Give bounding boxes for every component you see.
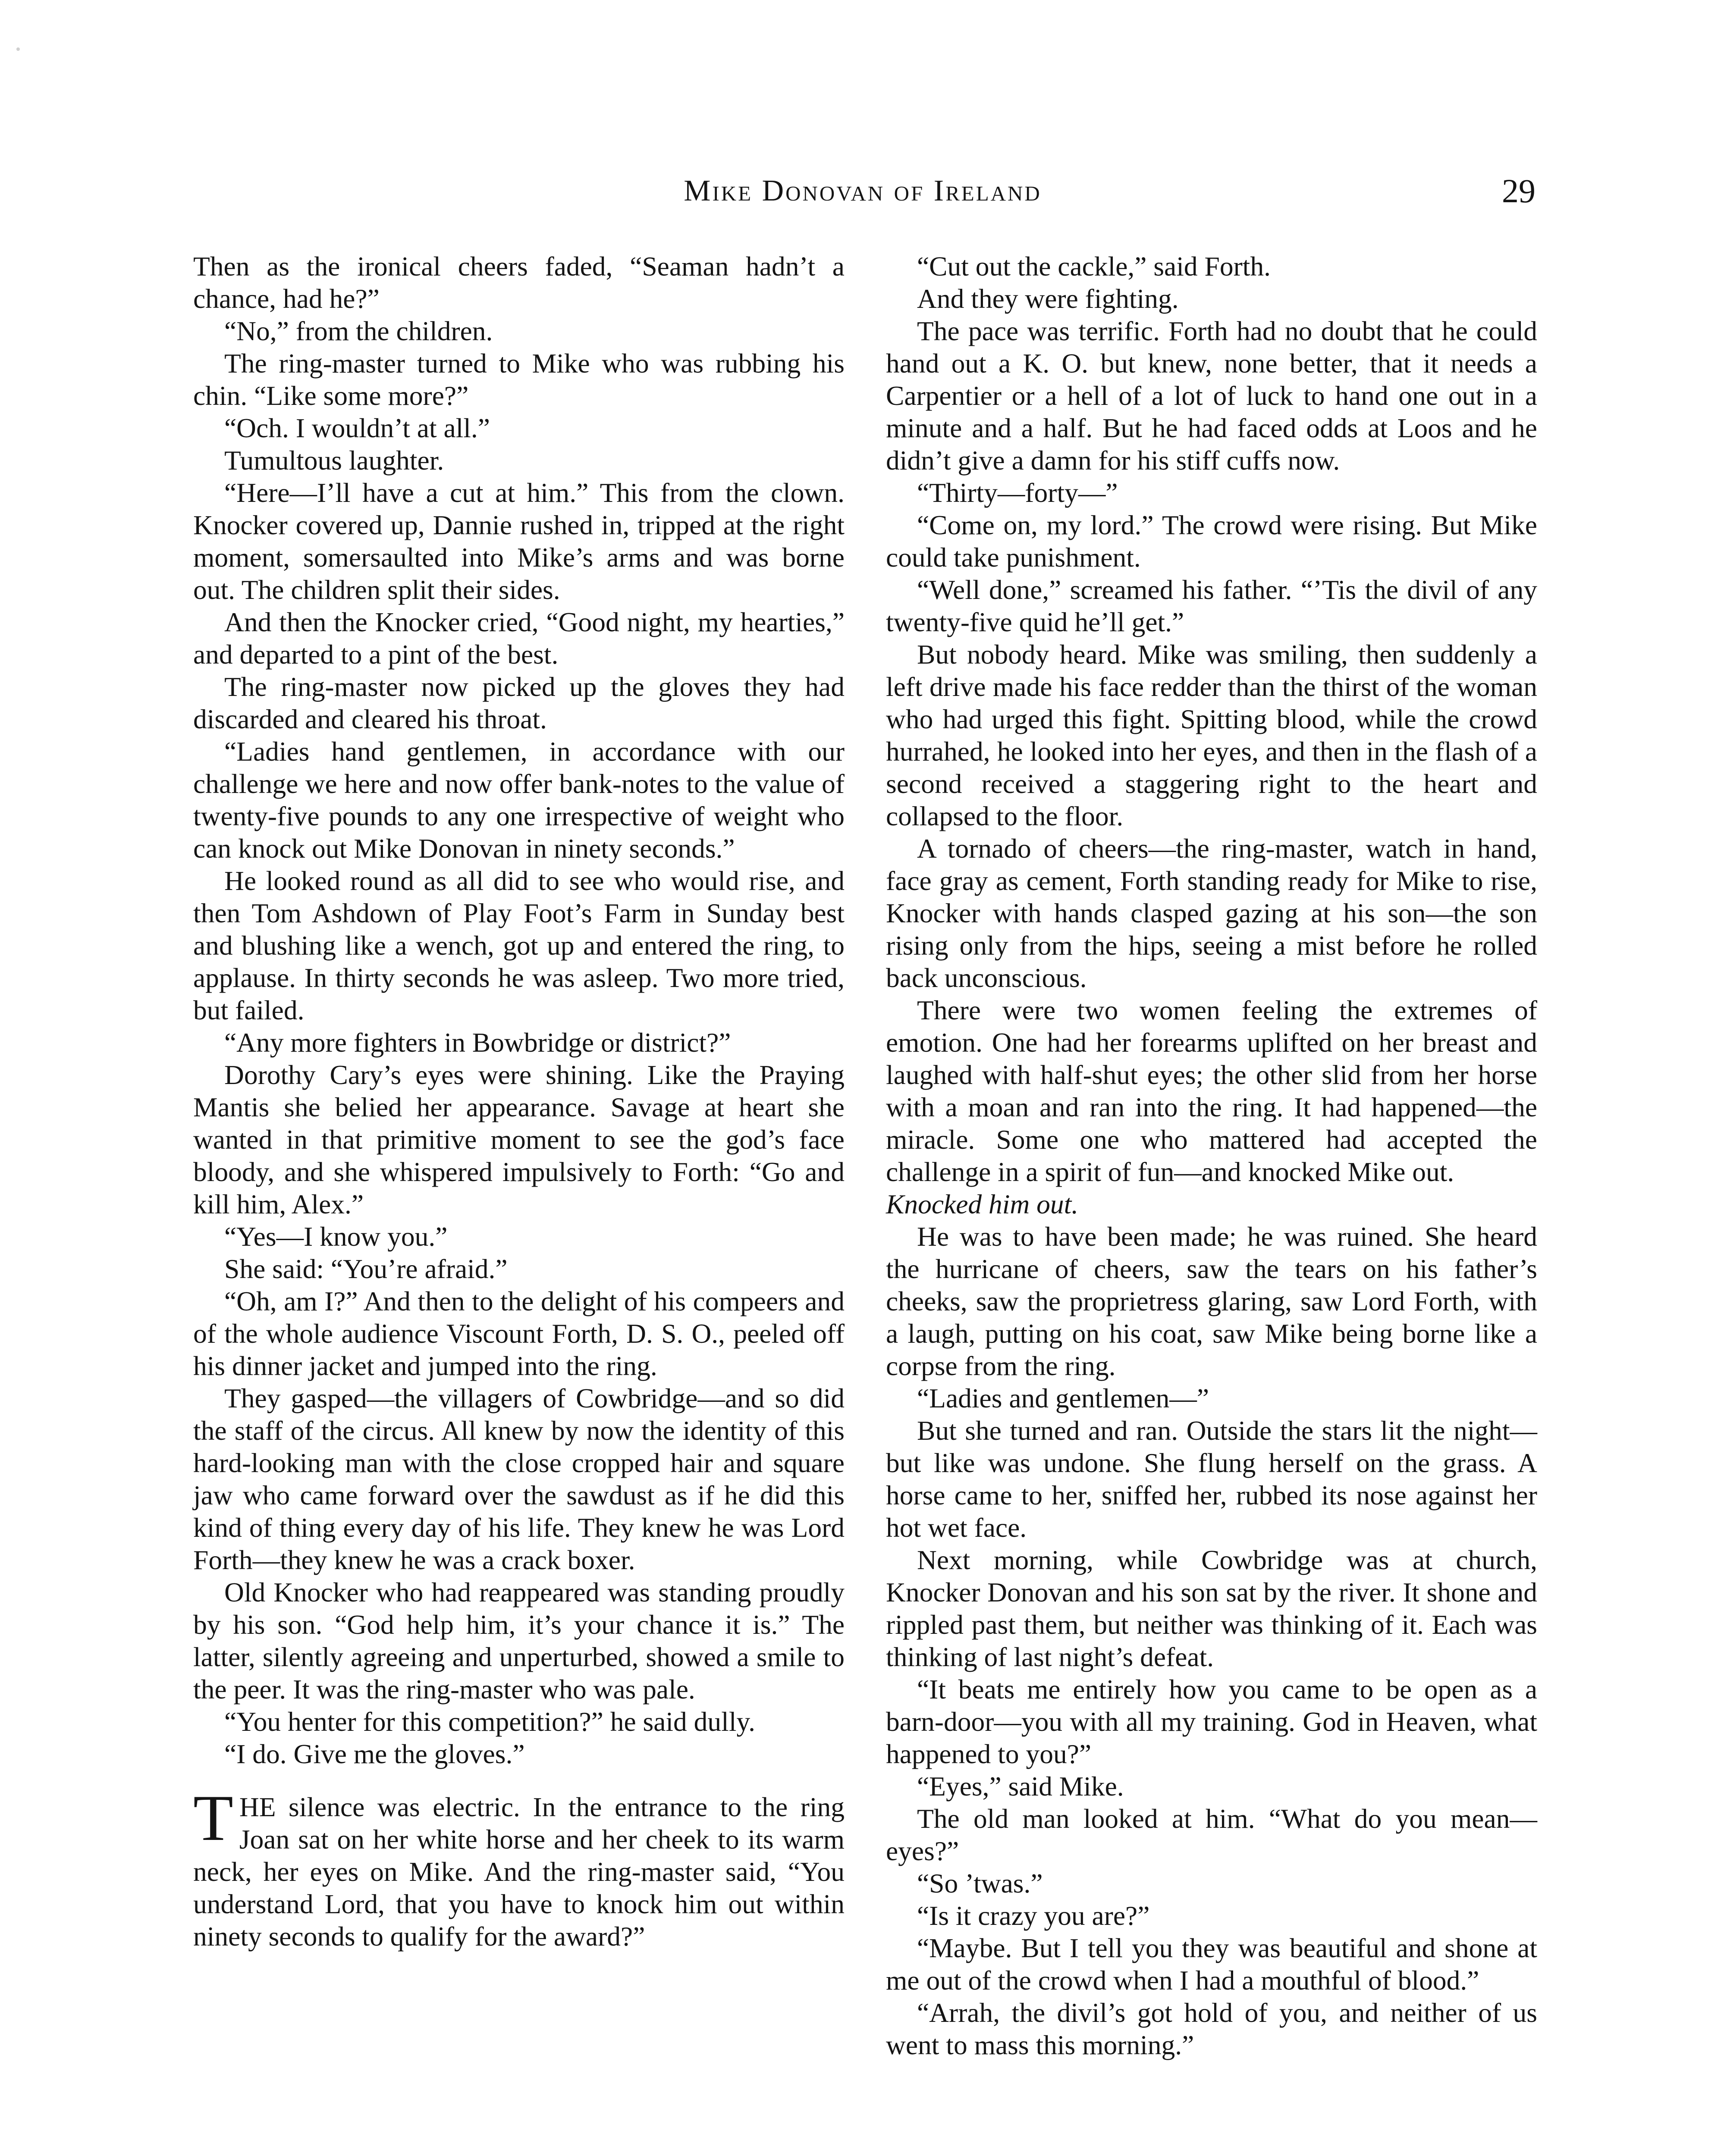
paragraph: “Oh, am I?” And then to the delight of his compeers and of the whole audience Viscount Forth, D. S. O., peeled off his dinner jacket and jumped into the ring.: [193, 1286, 845, 1381]
paragraph: “It beats me entirely how you came to be open as a barn-door—you with all my training. God in Heaven, what happened to you?”: [886, 1674, 1537, 1769]
paragraph: “No,” from the children.: [224, 316, 493, 346]
paragraph: “Well done,” screamed his father. “’Tis the divil of any twenty-five quid he’ll get.”: [886, 574, 1537, 637]
paragraph: They gasped—the villagers of Cowbridge—and so did the staff of the circus. All knew by now the identity of this hard-looking man with the close cropped hair and square jaw who came forward over the sawdust as if he did this kind of thing every day of his life. They knew he was Lord Forth—they knew he was a crack boxer.: [193, 1383, 845, 1575]
paragraph: “I do. Give me the gloves.”: [224, 1739, 525, 1769]
paragraph: A tornado of cheers—the ring-master, watch in hand, face gray as cement, Forth standing ready for Mike to rise, Knocker with hands clasped gazing at his son—the son rising only from the hips, seeing a mist before he rolled back unconscious.: [886, 833, 1537, 993]
page-header: [190, 167, 1535, 219]
paragraph: The old man looked at him. “What do you mean—eyes?”: [886, 1803, 1537, 1866]
paragraph: “So ’twas.”: [917, 1868, 1043, 1899]
paragraph: “Eyes,” said Mike.: [917, 1771, 1124, 1802]
paragraph: He was to have been made; he was ruined. She heard the hurricane of cheers, saw the tears on his father’s cheeks, saw the proprietress glaring, saw Lord Forth, with a laugh, putting on his coat, saw Mike being borne like a corpse from the ring.: [886, 1221, 1537, 1381]
section-opening-paragraph: [193, 1782, 845, 1952]
paragraph: “Is it crazy you are?”: [917, 1900, 1150, 1931]
paragraph: “Thirty—forty—”: [917, 477, 1118, 508]
paragraph: Dorothy Cary’s eyes were shining. Like the Praying Mantis she belied her appearance. Savage at heart she wanted in that primitive moment to see the god’s face bloody, and she whispered impulsively to Forth: “Go and kill him, Alex.”: [193, 1059, 845, 1219]
page-number: 29: [1502, 172, 1535, 210]
paragraph: He looked round as all did to see who would rise, and then Tom Ashdown of Play Foot’s Farm in Sunday best and blushing like a wench, got up and entered the ring, to applause. In thirty seconds he was asleep. Two more tried, but failed.: [193, 865, 845, 1025]
paragraph: “Cut out the cackle,” said Forth.: [917, 251, 1271, 282]
paragraph: She said: “You’re afraid.”: [224, 1253, 508, 1284]
left-column: [193, 250, 845, 1952]
paragraph: “Maybe. But I tell you they was beautiful and shone at me out of the crowd when I had a mouthful of blood.”: [886, 1933, 1537, 1996]
paragraph: “Och. I wouldn’t at all.”: [224, 413, 490, 443]
section-text: HE silence was electric. In the entrance to the ring Joan sat on her white horse and her cheek to its warm neck, her eyes on Mike. And the ring-master said, “You understand Lord, that you have to knock him out within ninety seconds to qualify for the award?”: [193, 1792, 845, 1952]
paragraph: Next morning, while Cowbridge was at church, Knocker Donovan and his son sat by the river. It shone and rippled past them, but neither was thinking of it. Each was thinking of last night’s defeat.: [886, 1545, 1537, 1672]
paragraph: And then the Knocker cried, “Good night, my hearties,” and departed to a pint of the best.: [193, 607, 845, 670]
paragraph: The ring-master turned to Mike who was rubbing his chin. “Like some more?”: [193, 348, 845, 411]
paragraph: Then as the ironical cheers faded, “Seaman hadn’t a chance, had he?”: [193, 251, 845, 314]
paragraph: The ring-master now picked up the gloves they had discarded and cleared his throat.: [193, 671, 845, 734]
margin-dot: [16, 47, 20, 51]
paragraph: Old Knocker who had reappeared was standing proudly by his son. “God help him, it’s your chance it is.” The latter, silently agreeing and unperturbed, showed a smile to the peer. It was the ring-master who was pale.: [193, 1577, 845, 1705]
paragraph: “Any more fighters in Bowbridge or district?”: [224, 1027, 731, 1058]
paragraph: “Here—I’ll have a cut at him.” This from the clown. Knocker covered up, Dannie rushed in, tripped at the right moment, somersaulted into Mike’s arms and was borne out. The children split their sides.: [193, 477, 845, 605]
paragraph: “Arrah, the divil’s got hold of you, and neither of us went to mass this morning.”: [886, 1997, 1537, 2060]
italic-line: Knocked him out.: [886, 1189, 1079, 1219]
paragraph: The pace was terrific. Forth had no doubt that he could hand out a K. O. but knew, none better, that it needs a Carpentier or a hell of a lot of luck to hand one out in a minute and a half. But he had faced odds at Loos and he didn’t give a damn for his stiff cuffs now.: [886, 316, 1537, 476]
running-title: Mike Donovan of Ireland: [684, 174, 1042, 207]
paragraph: Tumultous laughter.: [224, 445, 444, 476]
paragraph: “Come on, my lord.” The crowd were rising. But Mike could take punishment.: [886, 510, 1537, 573]
paragraph: “Yes—I know you.”: [224, 1221, 448, 1252]
right-column: [886, 250, 1537, 2061]
paragraph: “You henter for this competition?” he said dully.: [224, 1706, 755, 1737]
paragraph: But nobody heard. Mike was smiling, then suddenly a left drive made his face redder than the thirst of the woman who had urged this fight. Spitting blood, while the crowd hurrahed, he looked into her eyes, and then in the flash of a second received a staggering right to the heart and collapsed to the floor.: [886, 639, 1537, 831]
paragraph: There were two women feeling the extremes of emotion. One had her forearms uplifted on her breast and laughed with half-shut eyes; the other slid from her horse with a moan and ran into the ring. It had happened—the miracle. Some one who mattered had accepted the challenge in a spirit of fun—and knocked Mike out.: [886, 995, 1537, 1187]
drop-cap: T: [193, 1782, 233, 1854]
paragraph: “Ladies hand gentlemen, in accordance with our challenge we here and now offer bank-notes to the value of twenty-five pounds to any one irrespective of weight who can knock out Mike Donovan in ninety seconds.”: [193, 736, 845, 864]
paragraph: “Ladies and gentlemen—”: [917, 1383, 1209, 1413]
paragraph: And they were fighting.: [917, 283, 1179, 314]
paragraph: But she turned and ran. Outside the stars lit the night—but like was undone. She flung herself on the grass. A horse came to her, sniffed her, rubbed its nose against her hot wet face.: [886, 1415, 1537, 1543]
